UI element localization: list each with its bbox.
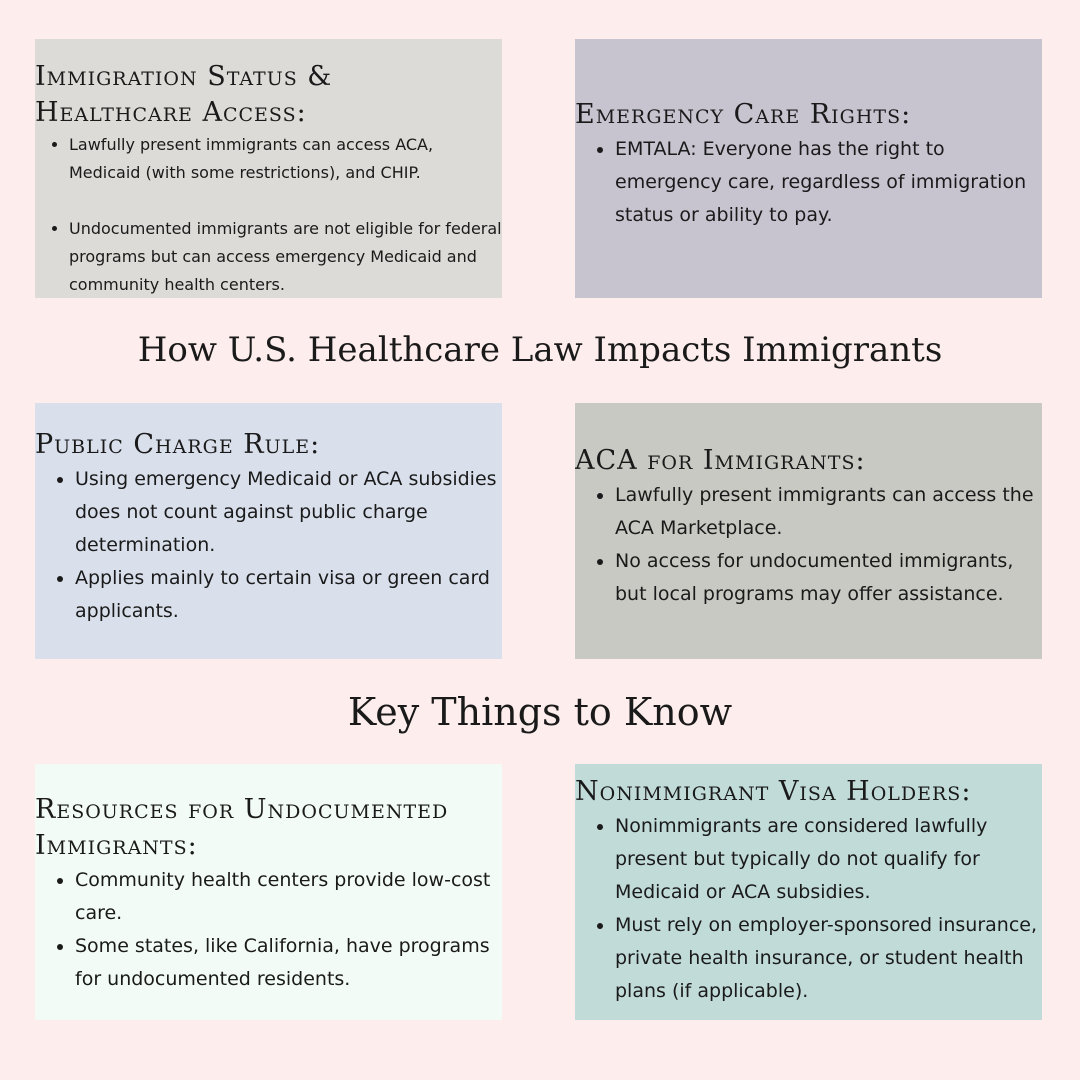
- list-item: • Applies mainly to certain visa or green card applicants.: [75, 562, 502, 628]
- list-item: • Some states, like California, have programs for undocumented residents.: [75, 930, 502, 996]
- list-item: • Lawfully present immigrants can access ACA, Medicaid (with some restrictions), and CHIP.: [69, 131, 502, 187]
- list-item: • Must rely on employer-sponsored insurance, private health insurance, or student health plans (if applicable).: [615, 909, 1042, 1008]
- list-item: • EMTALA: Everyone has the right to emergency care, regardless of immigration status or ability to pay.: [615, 133, 1042, 232]
- list-item: • Undocumented immigrants are not eligible for federal programs but can access emergency Medicaid and community health centers.: [69, 215, 502, 298]
- resources-list: [35, 864, 502, 996]
- emergency-care-card: [575, 39, 1042, 298]
- resources-title: Resources for Undocumented Immigrants:: [35, 794, 449, 861]
- immigration-status-title: Immigration Status & Healthcare Access:: [35, 61, 333, 128]
- immigration-status-list: [35, 131, 502, 298]
- section-heading-impacts: How U.S. Healthcare Law Impacts Immigrants: [137, 330, 943, 370]
- section-heading-key-things: Key Things to Know: [347, 690, 733, 734]
- public-charge-title: Public Charge Rule:: [35, 429, 321, 460]
- emergency-care-title: Emergency Care Rights:: [575, 99, 912, 130]
- nonimmigrant-card: [575, 764, 1042, 1020]
- list-item: • Using emergency Medicaid or ACA subsidies does not count against public charge determination.: [75, 463, 502, 562]
- nonimmigrant-title: Nonimmigrant Visa Holders:: [575, 776, 972, 807]
- aca-list: [575, 479, 1042, 611]
- list-item: • Lawfully present immigrants can access the ACA Marketplace.: [615, 479, 1042, 545]
- immigration-status-card: [35, 39, 502, 298]
- resources-card: [35, 764, 502, 1020]
- public-charge-card: [35, 403, 502, 659]
- list-item: • No access for undocumented immigrants, but local programs may offer assistance.: [615, 545, 1042, 611]
- aca-card: [575, 403, 1042, 659]
- emergency-care-list: [575, 133, 1042, 232]
- nonimmigrant-list: [575, 810, 1042, 1008]
- list-item: • Community health centers provide low-cost care.: [75, 864, 502, 930]
- aca-title: ACA for Immigrants:: [575, 445, 866, 476]
- list-item: • Nonimmigrants are considered lawfully present but typically do not qualify for Medicaid or ACA subsidies.: [615, 810, 1042, 909]
- public-charge-list: [35, 463, 502, 628]
